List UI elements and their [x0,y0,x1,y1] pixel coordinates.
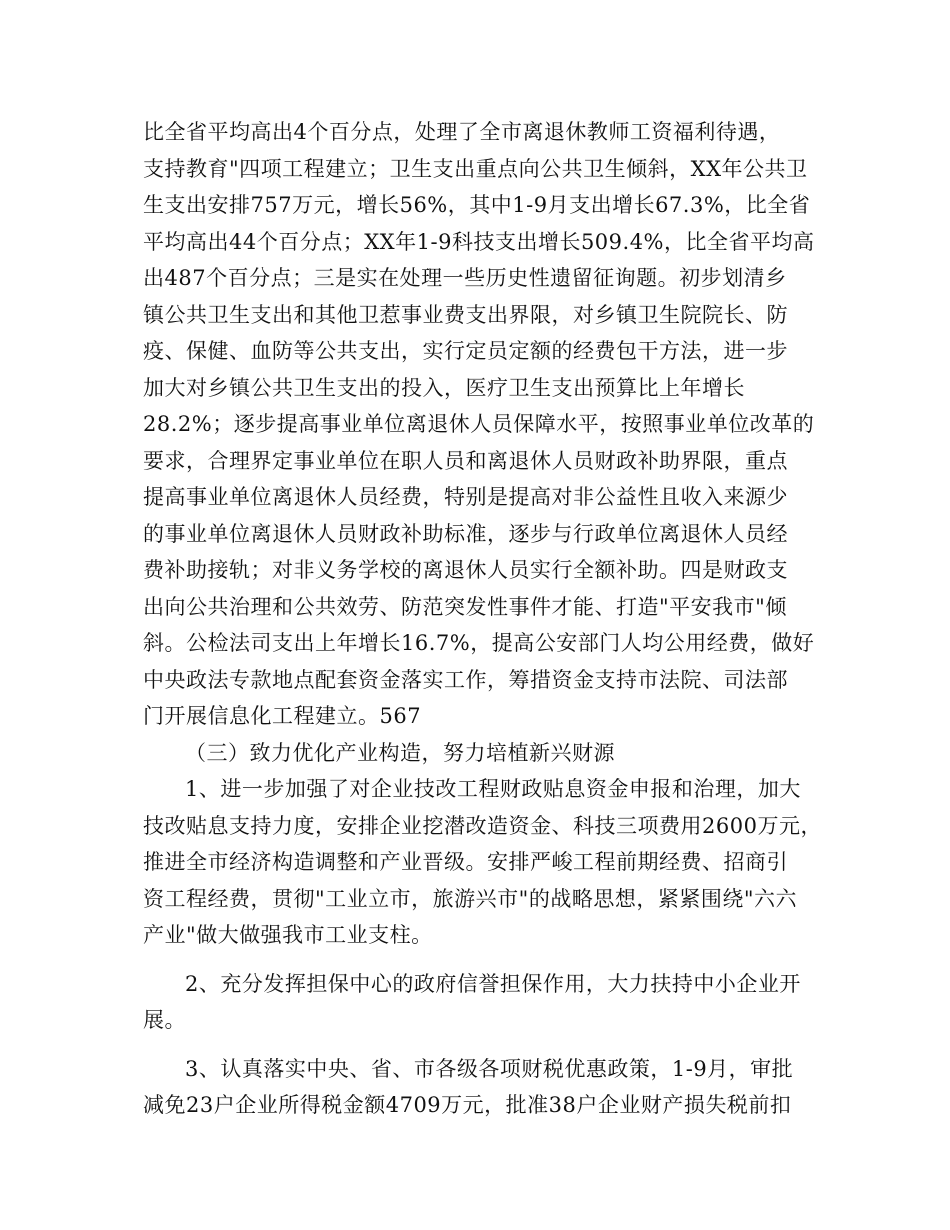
text-line: 3、认真落实中央、省、市各级各项财税优惠政策，1-9月，审批 [185,1056,794,1081]
text-line: 展。 [143,1008,186,1032]
text-line: 中央政法专款地点配套资金落实工作，筹措资金支持市法院、司法部 [143,667,788,692]
paragraph-spacer [143,1039,843,1051]
text-line: 生支出安排757万元，增长56%，其中1-9月支出增长67.3%，比全省 [143,193,811,217]
text-line: 的事业单位离退休人员财政补助标准，逐步与行政单位离退休人员经 [143,521,788,546]
paragraph-2 [143,771,843,954]
text-line: 疫、保健、血防等公共支出，实行定员定额的经费包干方法，进一步 [143,339,788,363]
paragraph-4 [143,1051,843,1124]
text-line: 平均高出44个百分点；XX年1-9科技支出增长509.4%，比全省平均高 [143,229,815,254]
text-line: 斜。公检法司支出上年增长16.7%，提高公安部门人均公用经费，做好 [143,631,815,655]
text-line: 门开展信息化工程建立。567 [143,704,422,728]
text-line: 费补助接轨；对非义务学校的离退休人员实行全额补助。四是财政支 [143,558,788,582]
text-line: 镇公共卫生支出和其他卫惹事业费支出界限，对乡镇卫生院院长、防 [143,302,788,327]
text-line: 推进全市经济构造调整和产业晋级。安排严峻工程前期经费、招商引 [143,850,788,874]
text-line: 比全省平均高出4个百分点，处理了全市离退休教师工资福利待遇， [143,120,781,144]
text-line: 加大对乡镇公共卫生支出的投入，医疗卫生支出预算比上年增长 [143,375,745,400]
text-line: 28.2%；逐步提高事业单位离退休人员保障水平，按照事业单位改革的 [143,412,815,436]
text-line: 1、进一步加强了对企业技改工程财政贴息资金申报和治理，加大 [185,777,801,801]
paragraph-1 [143,114,843,735]
paragraph-3 [143,966,843,1039]
text-line: 技改贴息支持力度，安排企业挖潜改造资金、科技三项费用2600万元， [143,813,822,838]
text-line: 减免23户企业所得税金额4709万元，批准38户企业财产损失税前扣 [143,1093,792,1117]
text-line: 2、充分发挥担保中心的政府信誉担保作用，大力扶持中小企业开 [185,971,801,996]
text-line: 资工程经费，贯彻"工业立市，旅游兴市"的战略思想，紧紧围绕"六六 [143,886,797,911]
text-line: 提高事业单位离退休人员经费，特别是提高对非公益性且收入来源少 [143,485,788,509]
text-line: 要求，合理界定事业单位在职人员和离退休人员财政补助界限，重点 [143,448,788,473]
text-line: 产业"做大做强我市工业支柱。 [143,923,433,947]
text-line: 出487个百分点；三是实在处理一些历史性遗留征询题。初步划清乡 [143,266,787,290]
section-heading: （三）致力优化产业构造，努力培植新兴财源 [185,740,615,765]
document-body [143,114,843,1124]
text-line: 支持教育"四项工程建立；卫生支出重点向公共卫生倾斜，XX年公共卫 [143,156,808,181]
text-line: 出向公共治理和公共效劳、防范突发性事件才能、打造"平安我市"倾 [143,594,787,619]
paragraph-spacer [143,954,843,966]
